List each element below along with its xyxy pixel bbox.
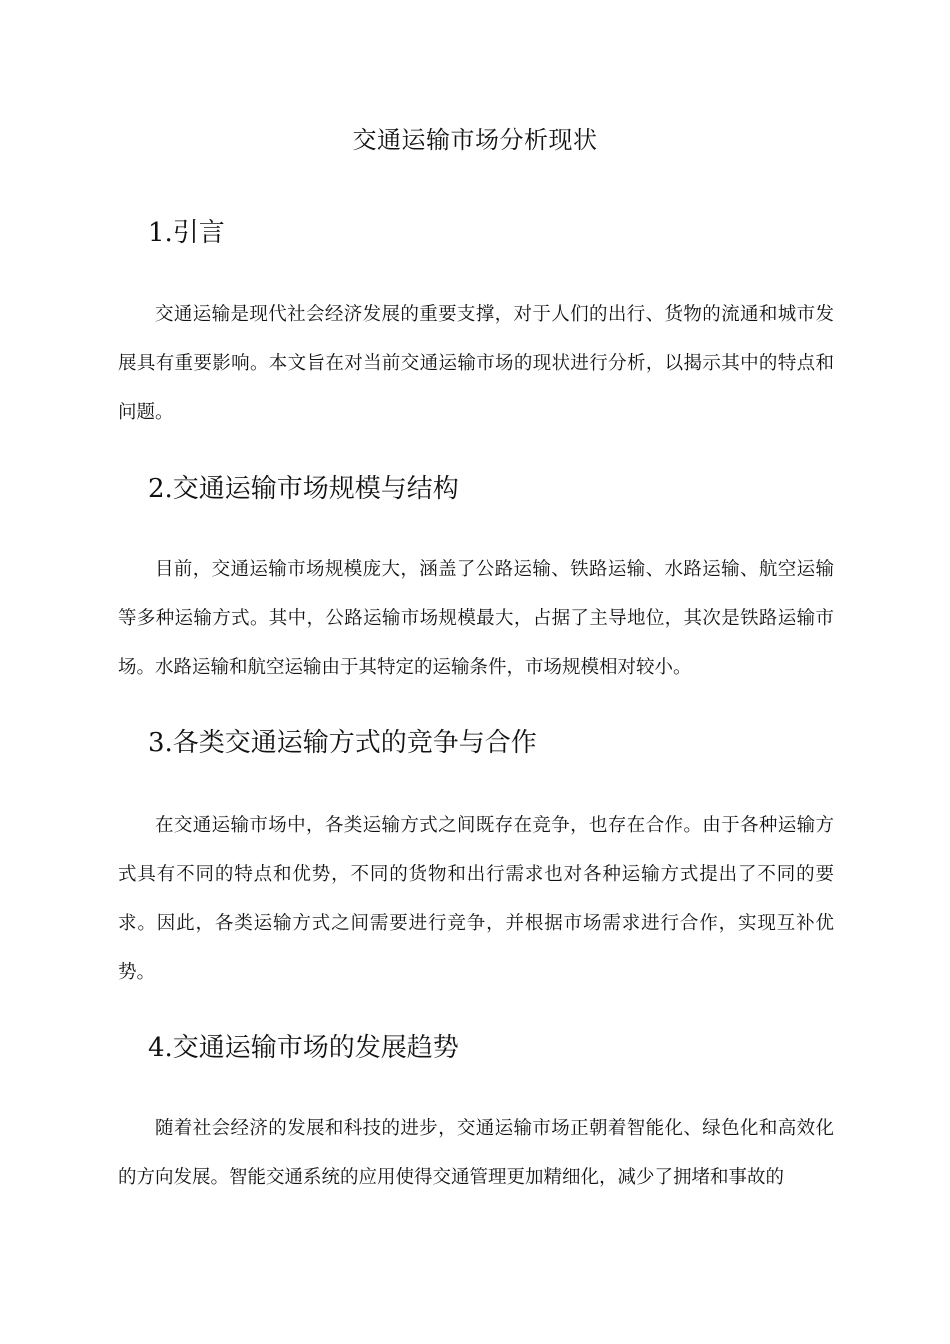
- section-heading-market-scale: 2.交通运输市场规模与结构: [148, 474, 459, 504]
- document-title: 交通运输市场分析现状: [352, 126, 598, 154]
- section-paragraph-market-scale: 目前，交通运输市场规模庞大，涵盖了公路运输、铁路运输、水路运输、航空运输等多种运输方式。其中，公路运输市场规模最大，占据了主导地位，其次是铁路运输市场。水路运输和航空运输由于其特定的运输条件，市场规模相对较小。: [118, 559, 834, 678]
- section-heading-trends: 4.交通运输市场的发展趋势: [148, 1033, 459, 1063]
- section-heading-introduction: 1.引言: [148, 218, 225, 248]
- section-paragraph-competition: 在交通运输市场中，各类运输方式之间既存在竞争，也存在合作。由于各种运输方式具有不同的特点和优势，不同的货物和出行需求也对各种运输方式提出了不同的要求。因此，各类运输方式之间需要进行竞争，并根据市场需求进行合作，实现互补优势。: [118, 815, 834, 983]
- section-paragraph-introduction: 交通运输是现代社会经济发展的重要支撑，对于人们的出行、货物的流通和城市发展具有重要影响。本文旨在对当前交通运输市场的现状进行分析，以揭示其中的特点和问题。: [118, 304, 834, 423]
- section-heading-competition: 3.各类交通运输方式的竞争与合作: [148, 728, 537, 758]
- section-paragraph-trends: 随着社会经济的发展和科技的进步，交通运输市场正朝着智能化、绿色化和高效化的方向发展。智能交通系统的应用使得交通管理更加精细化，减少了拥堵和事故的: [118, 1118, 834, 1188]
